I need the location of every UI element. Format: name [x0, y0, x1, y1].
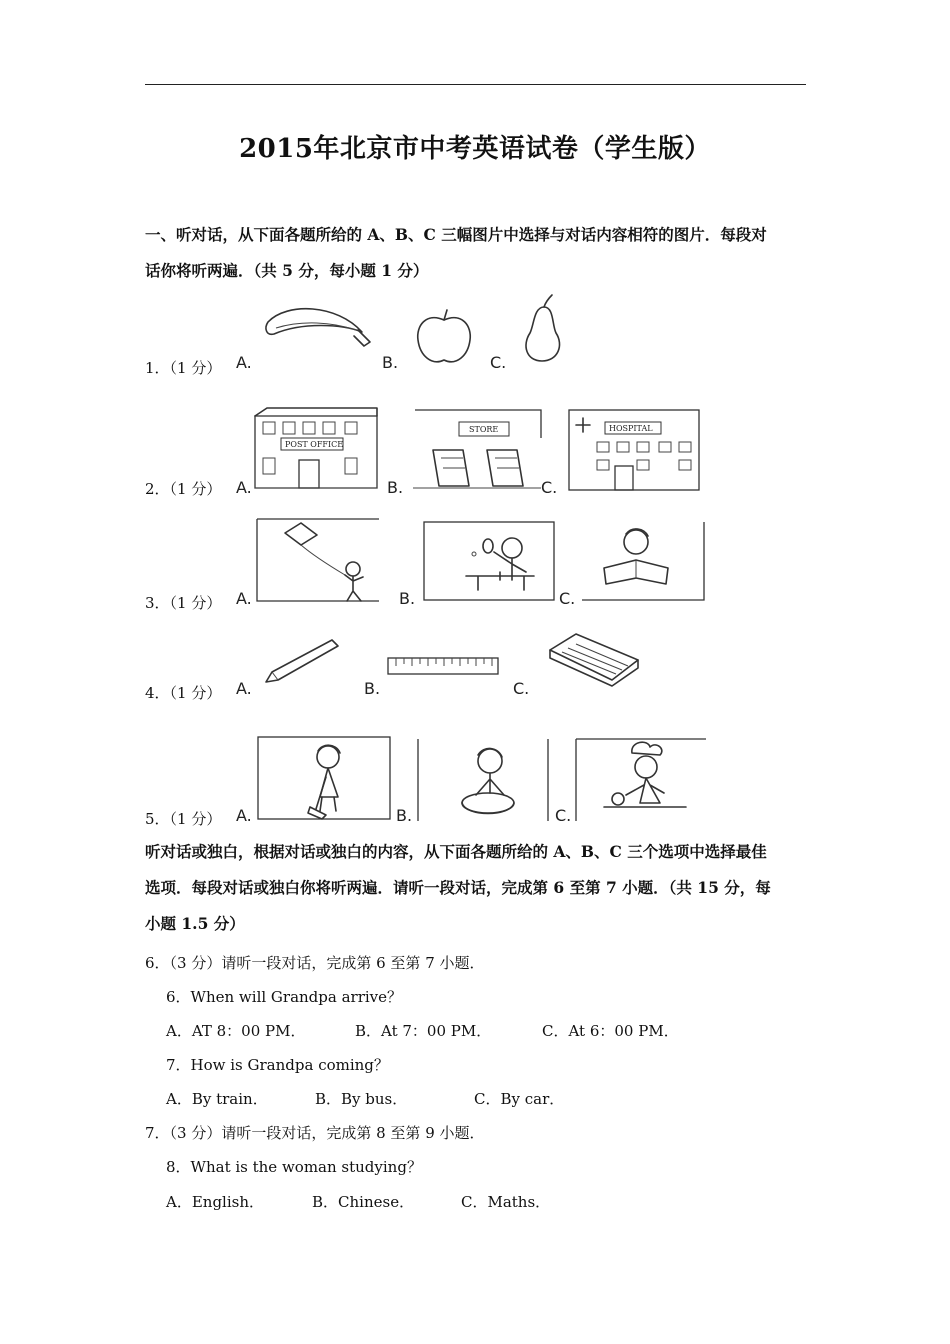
- question-8-option-c: C．Maths．: [461, 1193, 551, 1211]
- q1-banana-picture: [262, 300, 372, 352]
- section2-line1: 听对话或独白，根据对话或独白的内容，从下面各题所给的 A、B、C 三个选项中选择最佳: [145, 842, 767, 861]
- question-6-option-c: C．At 6：00 PM．: [542, 1022, 679, 1040]
- question-8-option-a: A．English．: [166, 1193, 264, 1211]
- q5-girl-washing-clothes-picture: [416, 737, 550, 823]
- q4-ruler-picture: [386, 656, 500, 676]
- question-5-number: 5．（1 分）: [145, 810, 222, 828]
- q4-option-c-label: C.: [513, 679, 530, 698]
- question-6-stem: 6．When will Grandpa arrive？: [166, 988, 403, 1006]
- page-title: 2015年北京市中考英语试卷（学生版）: [239, 134, 711, 164]
- q2-post-office-sign: POST OFFICE: [285, 440, 344, 449]
- q2-option-c-label: C.: [541, 478, 558, 497]
- question-1-number: 1．（1 分）: [145, 359, 222, 377]
- question-8-option-b: B．Chinese．: [312, 1193, 415, 1211]
- q2-option-a-label: A.: [236, 478, 252, 497]
- section1-line1: 一、听对话，从下面各题所给的 A、B、C 三幅图片中选择与对话内容相符的图片．每段对: [145, 225, 767, 244]
- q4-pencil-box-picture: [546, 630, 642, 688]
- q3-boy-playing-ping-pong-picture: [422, 520, 556, 602]
- q5-option-c-label: C.: [555, 806, 572, 825]
- group-6-header: 6．（3 分）请听一段对话，完成第 6 至第 7 小题．: [145, 954, 485, 972]
- q3-option-a-label: A.: [236, 589, 252, 608]
- q1-option-c-label: C.: [490, 353, 507, 372]
- question-7-option-b: B．By bus．: [315, 1090, 408, 1108]
- section1-line2: 话你将听两遍．（共 5 分，每小题 1 分）: [145, 261, 429, 280]
- q5-option-b-label: B.: [396, 806, 413, 825]
- header-rule: [145, 84, 806, 85]
- question-7-option-a: A．By train．: [166, 1090, 268, 1108]
- question-7-option-c: C．By car．: [474, 1090, 565, 1108]
- q3-option-c-label: C.: [559, 589, 576, 608]
- section2-line2: 选项．每段对话或独白你将听两遍．请听一段对话，完成第 6 至第 7 小题．（共 15 分，每: [145, 878, 771, 897]
- q2-hospital-sign: HOSPITAL: [609, 424, 653, 433]
- q2-post-office-picture: [253, 406, 381, 490]
- section2-line3: 小题 1.5 分）: [145, 914, 245, 933]
- question-2-number: 2．（1 分）: [145, 480, 222, 498]
- q1-option-b-label: B.: [382, 353, 399, 372]
- section1-instructions: [145, 217, 807, 289]
- question-8-stem: 8．What is the woman studying？: [166, 1158, 422, 1176]
- q2-option-b-label: B.: [387, 478, 404, 497]
- q1-option-a-label: A.: [236, 353, 252, 372]
- q2-store-picture: [413, 408, 543, 490]
- question-4-number: 4．（1 分）: [145, 684, 222, 702]
- q3-boy-flying-kite-picture: [255, 517, 383, 603]
- q2-hospital-picture: [567, 408, 701, 492]
- question-6-option-a: A．AT 8：00 PM．: [166, 1022, 306, 1040]
- q4-option-a-label: A.: [236, 679, 252, 698]
- q3-boy-reading-book-picture: [580, 520, 706, 602]
- section2-instructions: [145, 834, 807, 942]
- q5-option-a-label: A.: [236, 806, 252, 825]
- q2-store-sign: STORE: [469, 425, 499, 434]
- question-7-stem: 7．How is Grandpa coming？: [166, 1056, 389, 1074]
- question-3-number: 3．（1 分）: [145, 594, 222, 612]
- q3-option-b-label: B.: [399, 589, 416, 608]
- q4-option-b-label: B.: [364, 679, 381, 698]
- q1-pear-picture: [520, 295, 566, 365]
- q1-apple-picture: [414, 308, 474, 366]
- question-6-option-b: B．At 7：00 PM．: [355, 1022, 492, 1040]
- q5-girl-sweeping-picture: [256, 735, 392, 821]
- q4-pen-picture: [262, 636, 342, 684]
- q5-girl-cooking-picture: [574, 737, 708, 823]
- group-7-header: 7．（3 分）请听一段对话，完成第 8 至第 9 小题．: [145, 1124, 485, 1142]
